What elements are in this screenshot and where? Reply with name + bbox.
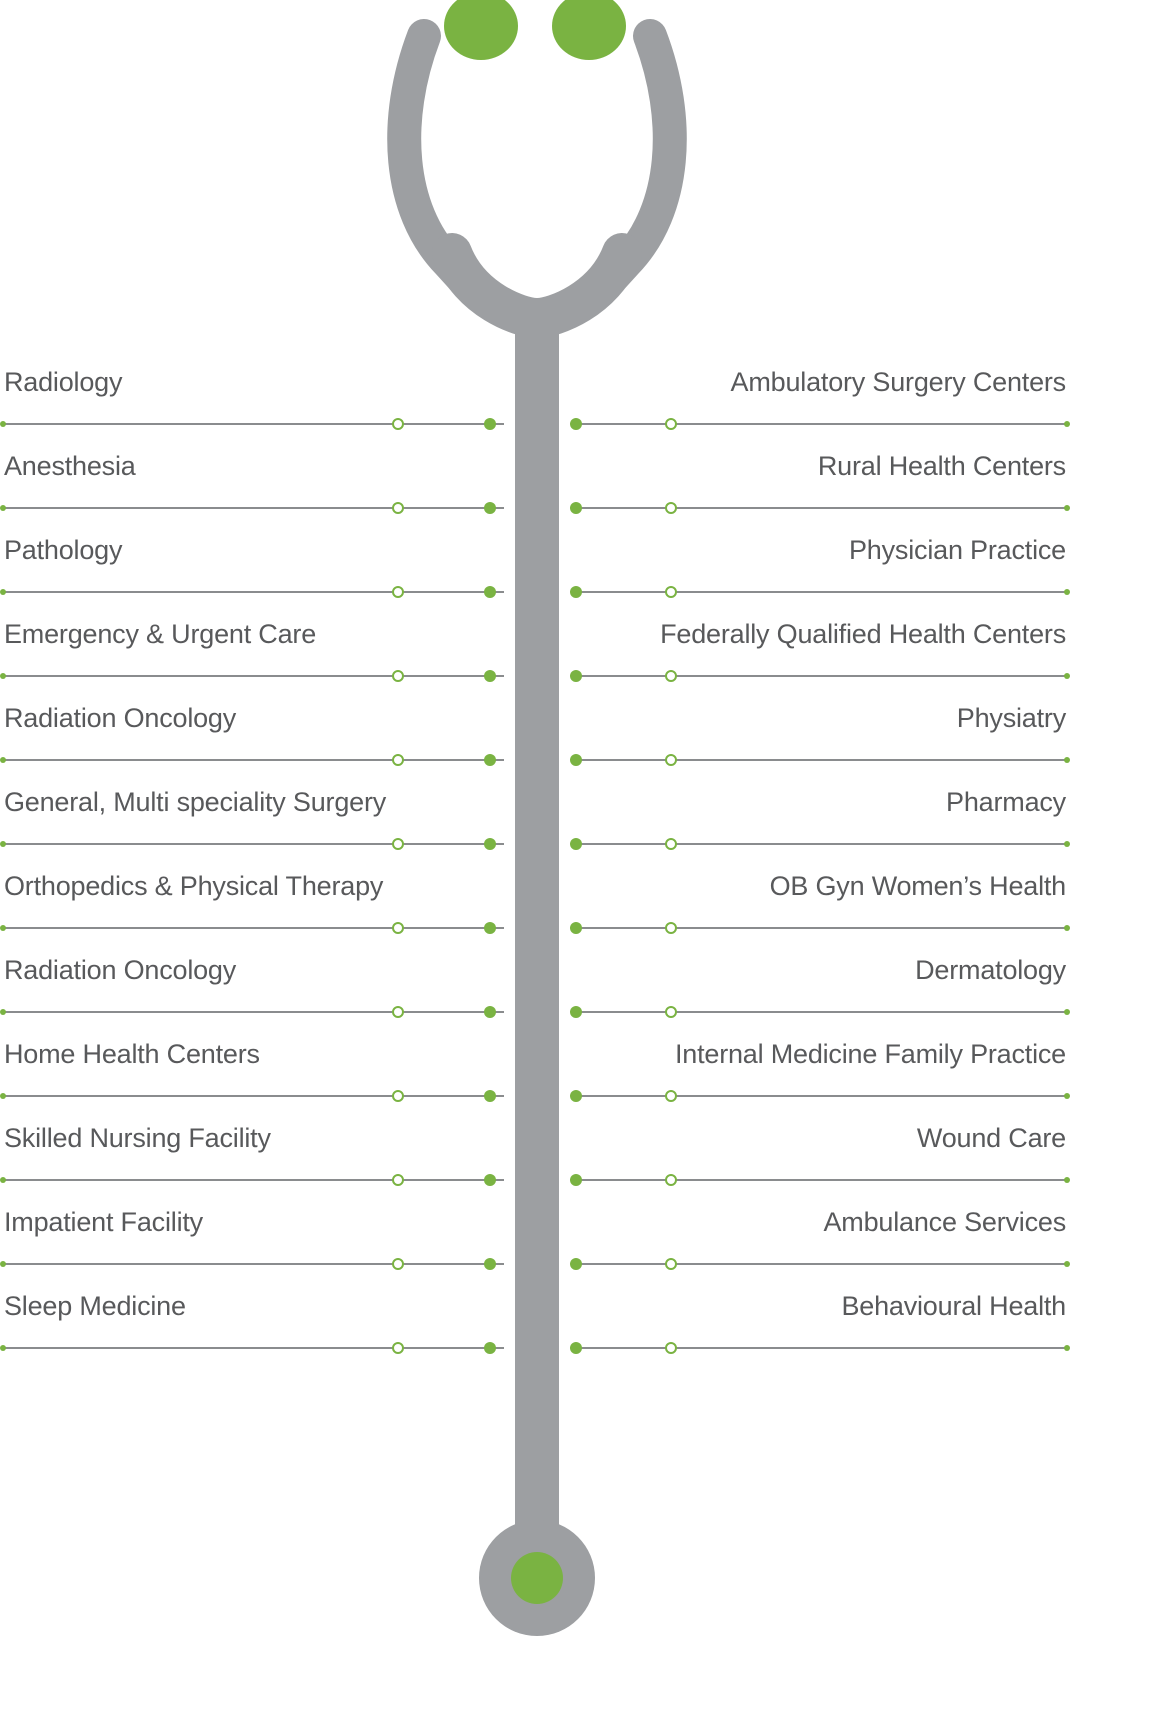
connector-line — [2, 1347, 504, 1349]
connector-dot-mid — [665, 418, 677, 430]
list-item-label: Emergency & Urgent Care — [4, 619, 317, 649]
connector-dot-mid — [392, 418, 404, 430]
connector-dot-start — [570, 838, 582, 850]
connector-dot-end — [1064, 1345, 1070, 1351]
list-item-label: Internal Medicine Family Practice — [674, 1039, 1066, 1069]
list-item[interactable] — [0, 953, 506, 1037]
connector-dot-mid — [392, 754, 404, 766]
connector-dot-mid — [392, 1342, 404, 1354]
connector-track — [570, 1005, 1070, 1019]
connector-track — [0, 1257, 506, 1271]
connector-track — [570, 1089, 1070, 1103]
connector-dot-end — [484, 1342, 496, 1354]
connector-dot-mid — [665, 670, 677, 682]
connector-dot-end — [484, 754, 496, 766]
connector-track — [570, 753, 1070, 767]
list-item[interactable] — [570, 533, 1070, 617]
connector-track — [0, 1341, 506, 1355]
list-item-label: Physician Practice — [849, 535, 1066, 565]
right-specialty-column — [570, 365, 1070, 1373]
connector-dot-start — [570, 670, 582, 682]
list-item-label: General, Multi speciality Surgery — [4, 787, 387, 817]
connector-track — [570, 669, 1070, 683]
list-item[interactable] — [570, 953, 1070, 1037]
connector-dot-mid — [392, 838, 404, 850]
connector-dot-end — [1064, 673, 1070, 679]
connector-track — [0, 753, 506, 767]
connector-dot-start — [570, 1342, 582, 1354]
connector-line — [572, 507, 1068, 509]
connector-dot-start — [570, 1090, 582, 1102]
list-item-label: Radiation Oncology — [4, 703, 237, 733]
list-item[interactable] — [570, 365, 1070, 449]
connector-dot-start — [0, 1345, 6, 1351]
connector-dot-start — [0, 925, 6, 931]
list-item-label: Pathology — [4, 535, 123, 565]
connector-dot-mid — [392, 502, 404, 514]
list-item[interactable] — [0, 869, 506, 953]
connector-dot-mid — [392, 1258, 404, 1270]
list-item-label: Radiation Oncology — [4, 955, 237, 985]
list-item[interactable] — [0, 701, 506, 785]
list-item-label: Pharmacy — [946, 787, 1066, 817]
connector-track — [570, 1341, 1070, 1355]
list-item[interactable] — [0, 1121, 506, 1205]
list-item[interactable] — [570, 785, 1070, 869]
connector-track — [570, 1173, 1070, 1187]
connector-dot-mid — [665, 586, 677, 598]
connector-dot-end — [484, 838, 496, 850]
connector-track — [0, 1173, 506, 1187]
list-item-label: Physiatry — [956, 703, 1066, 733]
connector-dot-end — [484, 670, 496, 682]
list-item-label: Wound Care — [916, 1123, 1066, 1153]
list-item-label: Orthopedics & Physical Therapy — [4, 871, 384, 901]
connector-dot-end — [1064, 505, 1070, 511]
list-item-label: OB Gyn Women’s Health — [769, 871, 1066, 901]
connector-dot-start — [0, 1093, 6, 1099]
connector-line — [2, 1011, 504, 1013]
connector-dot-end — [1064, 589, 1070, 595]
connector-track — [0, 1089, 506, 1103]
list-item[interactable] — [0, 617, 506, 701]
list-item[interactable] — [0, 1037, 506, 1121]
connector-dot-mid — [665, 922, 677, 934]
connector-dot-mid — [392, 1006, 404, 1018]
connector-line — [2, 759, 504, 761]
list-item-label: Behavioural Health — [841, 1291, 1066, 1321]
connector-track — [0, 501, 506, 515]
connector-line — [2, 507, 504, 509]
connector-dot-mid — [392, 1090, 404, 1102]
left-specialty-column — [0, 365, 506, 1373]
connector-dot-start — [0, 589, 6, 595]
connector-dot-end — [484, 1174, 496, 1186]
connector-line — [572, 423, 1068, 425]
connector-track — [570, 417, 1070, 431]
connector-line — [572, 591, 1068, 593]
list-item-label: Rural Health Centers — [817, 451, 1066, 481]
connector-line — [572, 675, 1068, 677]
connector-track — [570, 585, 1070, 599]
connector-line — [2, 675, 504, 677]
connector-track — [570, 921, 1070, 935]
list-item[interactable] — [570, 1289, 1070, 1373]
connector-track — [570, 501, 1070, 515]
connector-dot-start — [570, 1006, 582, 1018]
connector-track — [0, 585, 506, 599]
connector-dot-start — [570, 418, 582, 430]
connector-dot-start — [0, 841, 6, 847]
connector-dot-end — [1064, 925, 1070, 931]
list-item-label: Federally Qualified Health Centers — [660, 619, 1066, 649]
connector-dot-mid — [665, 1006, 677, 1018]
list-item-label: Dermatology — [915, 955, 1066, 985]
connector-line — [572, 927, 1068, 929]
connector-line — [572, 1179, 1068, 1181]
connector-dot-mid — [665, 1090, 677, 1102]
list-item[interactable] — [570, 1037, 1070, 1121]
connector-dot-end — [1064, 1009, 1070, 1015]
connector-line — [2, 1263, 504, 1265]
connector-dot-end — [1064, 841, 1070, 847]
list-item-label: Skilled Nursing Facility — [4, 1123, 271, 1153]
connector-dot-mid — [665, 1174, 677, 1186]
list-item[interactable] — [570, 449, 1070, 533]
connector-dot-end — [484, 418, 496, 430]
connector-dot-mid — [392, 586, 404, 598]
list-item-label: Sleep Medicine — [4, 1291, 186, 1321]
connector-dot-end — [1064, 421, 1070, 427]
connector-dot-end — [1064, 1093, 1070, 1099]
list-item[interactable] — [0, 449, 506, 533]
connector-dot-mid — [392, 670, 404, 682]
connector-dot-start — [570, 922, 582, 934]
connector-line — [2, 843, 504, 845]
list-item-label: Anesthesia — [4, 451, 136, 481]
connector-dot-start — [570, 754, 582, 766]
connector-dot-start — [0, 421, 6, 427]
connector-dot-end — [484, 1258, 496, 1270]
connector-dot-start — [570, 1174, 582, 1186]
list-item[interactable] — [0, 365, 506, 449]
list-item[interactable] — [570, 1121, 1070, 1205]
list-item[interactable] — [0, 533, 506, 617]
connector-dot-mid — [392, 922, 404, 934]
connector-track — [0, 417, 506, 431]
list-item[interactable] — [570, 1205, 1070, 1289]
list-item[interactable] — [570, 617, 1070, 701]
connector-line — [572, 1263, 1068, 1265]
connector-dot-mid — [665, 1258, 677, 1270]
connector-dot-start — [0, 757, 6, 763]
connector-dot-start — [570, 502, 582, 514]
connector-dot-end — [1064, 1261, 1070, 1267]
connector-line — [2, 1095, 504, 1097]
connector-line — [2, 1179, 504, 1181]
connector-line — [572, 1347, 1068, 1349]
connector-dot-end — [484, 922, 496, 934]
list-item-label: Impatient Facility — [4, 1207, 203, 1237]
connector-line — [2, 423, 504, 425]
connector-track — [0, 669, 506, 683]
connector-dot-mid — [665, 1342, 677, 1354]
connector-dot-end — [484, 502, 496, 514]
connector-dot-start — [570, 586, 582, 598]
connector-dot-start — [0, 505, 6, 511]
connector-track — [0, 921, 506, 935]
connector-dot-start — [570, 1258, 582, 1270]
connector-dot-end — [1064, 757, 1070, 763]
list-item[interactable] — [0, 785, 506, 869]
connector-dot-start — [0, 1261, 6, 1267]
connector-dot-end — [484, 586, 496, 598]
list-item[interactable] — [570, 701, 1070, 785]
connector-line — [2, 927, 504, 929]
connector-dot-mid — [665, 502, 677, 514]
connector-line — [572, 1011, 1068, 1013]
connector-dot-end — [1064, 1177, 1070, 1183]
connector-line — [572, 759, 1068, 761]
connector-dot-mid — [665, 838, 677, 850]
connector-line — [572, 1095, 1068, 1097]
connector-dot-mid — [392, 1174, 404, 1186]
connector-dot-start — [0, 1009, 6, 1015]
list-item-label: Ambulance Services — [823, 1207, 1066, 1237]
connector-dot-start — [0, 1177, 6, 1183]
connector-track — [570, 1257, 1070, 1271]
connector-dot-start — [0, 673, 6, 679]
connector-dot-mid — [665, 754, 677, 766]
connector-line — [2, 591, 504, 593]
list-item[interactable] — [0, 1205, 506, 1289]
connector-line — [572, 843, 1068, 845]
connector-dot-end — [484, 1090, 496, 1102]
connector-dot-end — [484, 1006, 496, 1018]
list-item-label: Radiology — [4, 367, 123, 397]
connector-track — [570, 837, 1070, 851]
list-item[interactable] — [0, 1289, 506, 1373]
list-item-label: Ambulatory Surgery Centers — [730, 367, 1066, 397]
list-item[interactable] — [570, 869, 1070, 953]
connector-track — [0, 1005, 506, 1019]
connector-track — [0, 837, 506, 851]
list-item-label: Home Health Centers — [4, 1039, 260, 1069]
